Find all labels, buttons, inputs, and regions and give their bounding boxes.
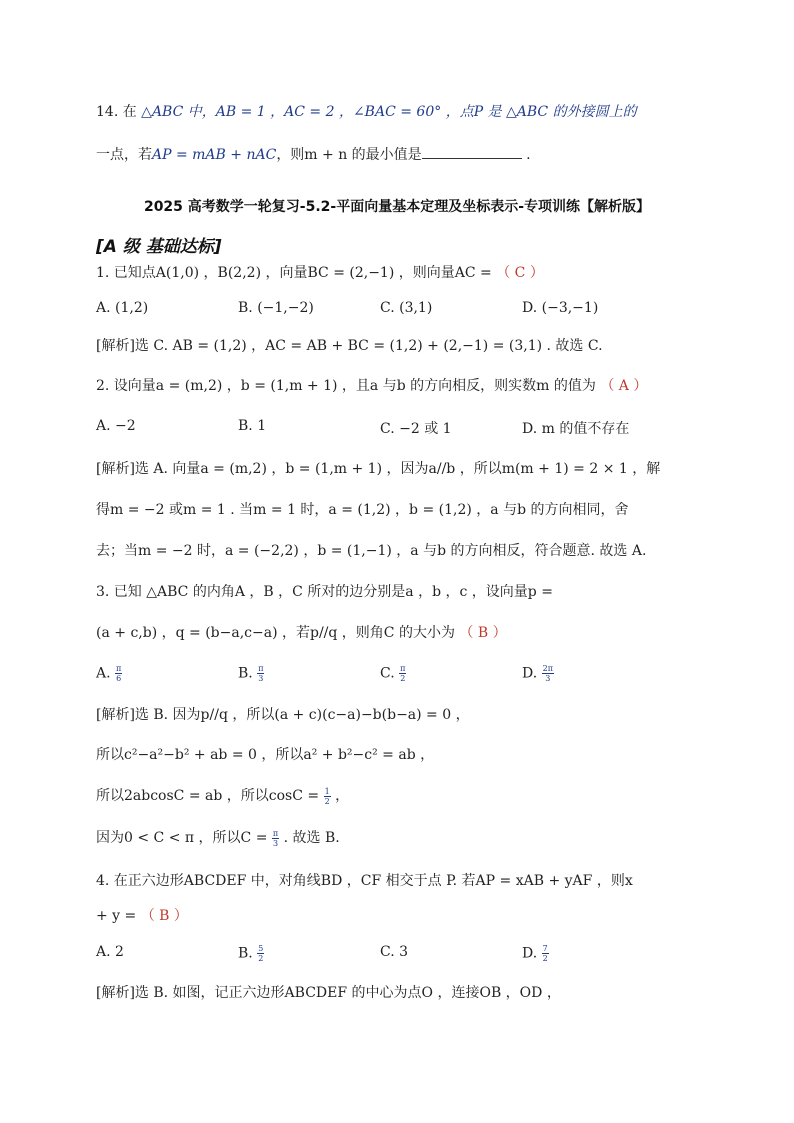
q4-stem-line1: 4. 在正六边形ABCDEF 中，对角线BD ，CF 相交于点 P. 若AP = xAB + yAF ，则x: [96, 873, 633, 889]
q1-option-d: D. (−3,−1): [522, 300, 599, 316]
q14-line1: 14. 在 △ABC 中，AB = 1 ，AC = 2 ，∠BAC = 60° ，点P 是 △ABC 的外接圆上的: [96, 104, 637, 120]
q4-option-a: A. 2: [96, 944, 124, 960]
q3-stem-line1: 3. 已知 △ABC 的内角A ，B ，C 所对的边分别是a ，b ，c ，设向量p =: [96, 584, 553, 600]
q2-analysis-line1: [解析]选 A. 向量a = (m,2) ，b = (1,m + 1) ，因为a//b ，所以m(m + 1) = 2 × 1 ，解: [96, 461, 661, 477]
q3-option-b: B. $\frac{\pi}{3}$: [238, 664, 264, 683]
q3-analysis-line2: 所以c²−a²−b² + ab = 0 ，所以a² + b²−c² = ab ，: [96, 747, 435, 763]
q1-analysis: [解析]选 C. AB = (1,2) ，AC = AB + BC = (1,2) + (2,−1) = (3,1) . 故选 C.: [96, 338, 603, 354]
answer-blank[interactable]: [422, 144, 522, 159]
fraction: $\frac{\pi}{2}$: [400, 664, 406, 683]
q2-option-a: A. −2: [96, 418, 136, 434]
q1-option-a: A. (1,2): [96, 300, 149, 316]
q1-option-b: B. (−1,−2): [238, 300, 314, 316]
q1-option-c: C. (3,1): [380, 300, 433, 316]
q3-answer: （ B ）: [459, 625, 507, 641]
fraction: $\frac{2\pi}{3}$: [542, 664, 553, 683]
q1-answer: （ C ）: [496, 265, 544, 281]
q2-option-d: D. m 的值不存在: [522, 421, 630, 437]
fraction: $\frac{5}{2}$: [258, 944, 264, 963]
q2-stem: 2. 设向量a = (m,2) ，b = (1,m + 1) ，且a 与b 的方向相反，则实数m 的值为 （ A ）: [96, 378, 648, 394]
q14-line2: 一点，若AP = mAB + nAC，则m + n 的最小值是 .: [96, 144, 531, 165]
q4-option-b: B. $\frac{5}{2}$: [238, 944, 264, 963]
q1-stem: 1. 已知点A(1,0) ，B(2,2) ，向量BC = (2,−1) ，则向量AC = （ C ）: [96, 265, 544, 281]
q2-option-c: C. −2 或 1: [380, 421, 452, 437]
q3-stem-line2: (a + c,b) ，q = (b−a,c−a) ，若p//q ，则角C 的大小为 （ B ）: [96, 625, 507, 641]
q14-vector-expression: AP = mAB + nAC: [152, 147, 277, 163]
q3-option-c: C. $\frac{\pi}{2}$: [380, 664, 406, 683]
document-title: 2025 高考数学一轮复习-5.2-平面向量基本定理及坐标表示-专项训练【解析版】: [143, 199, 651, 215]
q4-analysis: [解析]选 B. 如图，记正六边形ABCDEF 的中心为点O ，连接OB ，OD ，: [96, 985, 561, 1001]
q4-stem-line2: + y = （ B ）: [96, 908, 188, 924]
fraction: $\frac{1}{2}$: [324, 786, 330, 806]
fraction: $\frac{\pi}{3}$: [272, 828, 279, 848]
q3-option-a: A. $\frac{\pi}{6}$: [96, 664, 122, 683]
q2-analysis-line2: 得m = −2 或m = 1 . 当m = 1 时，a = (1,2) ，b = (1,2) ，a 与b 的方向相同，舍: [96, 502, 629, 518]
q4-answer: （ B ）: [140, 908, 188, 924]
fraction: $\frac{\pi}{3}$: [258, 664, 264, 683]
section-heading: [A 级 基础达标]: [96, 237, 222, 257]
q3-option-d: D. $\frac{2\pi}{3}$: [522, 664, 553, 683]
fraction: $\frac{7}{2}$: [542, 944, 548, 963]
fraction: $\frac{\pi}{6}$: [116, 664, 122, 683]
q2-answer: （ A ）: [600, 378, 648, 394]
q3-analysis-line3: 所以2abcosC = ab ，所以cosC = $\frac{1}{2}$ ，: [96, 786, 350, 806]
q3-analysis-line1: [解析]选 B. 因为p//q ，所以(a + c)(c−a)−b(b−a) = 0 ，: [96, 707, 470, 723]
q4-option-c: C. 3: [380, 944, 409, 960]
q4-option-d: D. $\frac{7}{2}$: [522, 944, 548, 963]
q3-analysis-line4: 因为0 < C < π ，所以C = $\frac{\pi}{3}$ . 故选 B.: [96, 828, 340, 848]
q2-option-b: B. 1: [238, 418, 267, 434]
q2-analysis-line3: 去；当m = −2 时，a = (−2,2) ，b = (1,−1) ，a 与b 的方向相反，符合题意. 故选 A.: [96, 543, 647, 559]
